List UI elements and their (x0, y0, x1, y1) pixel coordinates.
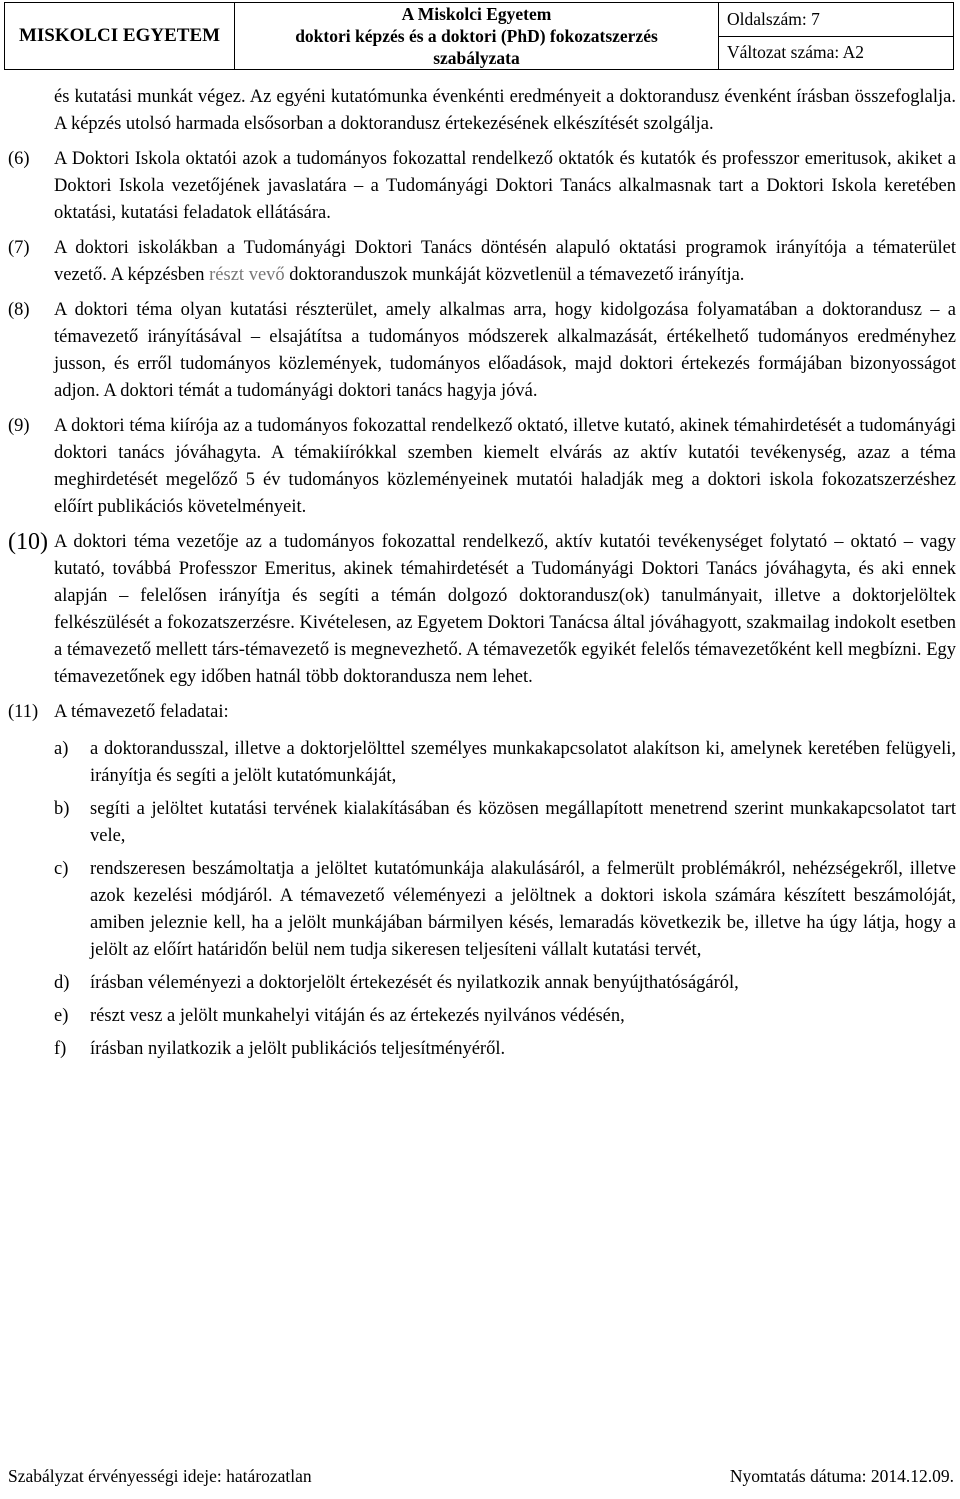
paragraph-number: (6) (8, 149, 30, 169)
document-title-line-1: A Miskolci Egyetem (401, 4, 552, 24)
paragraph-9 (8, 413, 956, 521)
list-item-label: c) (54, 859, 69, 879)
paragraph-text: A doktori téma kiírója az a tudományos fokozattal rendelkező oktató, illetve kutató, akinek témahirdetését a tudományági doktori tanács jóváhagyta. A témakiírókkal szemben kiemelt elvárás az aktív kutatói tevékenység, azaz a téma meghirdetését megelőző 5 év tudományos közleményeinek mutatói haladják meg a doktori iskola fokozatszerzéshez előírt publikációs követelményeit. (54, 416, 956, 517)
paragraph-7 (8, 235, 956, 289)
document-meta (719, 3, 953, 69)
list-item (54, 1003, 956, 1030)
supervisor-duties-list (8, 736, 956, 1063)
list-item-text: segíti a jelöltet kutatási tervének kialakításában és közösen megállapított menetrend szerint munkakapcsolatot tart vele, (90, 799, 956, 846)
document-title (235, 3, 719, 69)
document-body (8, 84, 956, 1069)
paragraph-text-part: A doktori iskolákban a Tudományági Doktori Tanács döntésén alapuló oktatási programok irányítója a tématerület vezető. A képzésben (54, 238, 956, 285)
paragraph-10 (8, 529, 956, 691)
validity-period: Szabályzat érvényességi ideje: határozatlan (8, 1466, 312, 1486)
page-number: Oldalszám: 7 (719, 3, 953, 37)
paragraph-text (54, 235, 956, 289)
paragraph-number: (10) (8, 529, 48, 555)
paragraph-8 (8, 297, 956, 405)
list-item-label: f) (54, 1039, 67, 1059)
list-item (54, 796, 956, 850)
paragraph-number: (11) (8, 702, 39, 722)
list-item-text: részt vesz a jelölt munkahelyi vitáján és az értekezés nyilvános védésén, (90, 1006, 625, 1026)
paragraph-number: (7) (8, 238, 30, 258)
paragraph-text: A témavezető feladatai: (54, 702, 229, 722)
intro-paragraph: és kutatási munkát végez. Az egyéni kutatómunka évenkénti eredményeit a doktorandusz évenként írásban összefoglalja. A képzés utolsó harmada elsősorban a doktorandusz értekezésének elkészítését szolgálja. (54, 87, 956, 134)
paragraph-text: A Doktori Iskola oktatói azok a tudományos fokozattal rendelkező oktatók és kutatók és professzor emeritusok, akiket a Doktori Iskola vezetőjének javaslatára – a Tudományági Doktori Tanács alkalmasnak tart a Doktori Iskola keretében oktatási, kutatási feladatok ellátására. (54, 149, 956, 223)
list-item-text: írásban nyilatkozik a jelölt publikációs teljesítményéről. (90, 1039, 506, 1059)
document-title-line-2: doktori képzés és a doktori (PhD) fokozatszerzés (295, 26, 658, 46)
list-item-label: a) (54, 739, 69, 759)
list-item-text: rendszeresen beszámoltatja a jelöltet kutatómunkája alakulásáról, a felmerült problémákról, nehézségekről, illetve azok kezelési módjáról. A témavezető véleményezi a jelöltnek a doktori iskola számára készített beszámolóját, amiben jeleznie kell, ha a jelölt munkájában bármilyen késés, lemaradás következik be, illetve ha úgy látja, hogy a jelölt az előírt határidőn belül nem tudja sikeresen teljesíteni vállalt kutatási tervét, (90, 859, 956, 960)
list-item-label: d) (54, 973, 70, 993)
highlighted-text: részt vevő (209, 265, 285, 285)
institution-name: MISKOLCI EGYETEM (5, 3, 235, 69)
document-header (4, 2, 954, 70)
list-item (54, 736, 956, 790)
paragraph-11 (8, 699, 956, 726)
paragraph-text: A doktori téma vezetője az a tudományos fokozattal rendelkező, aktív kutatói tevékenységet folytató – oktató – vagy kutató, továbbá Professzor Emeritus, akinek témahirdetését a Tudományági Doktori Tanács jóváhagyta, és aki ennek alapján – felelősen irányítja és segíti a témán dolgozó doktorandusz(ok) tanulmányait, illetve a doktorjelöltek felkészülését a fokozatszerzésre. Kivételesen, az Egyetem Doktori Tanácsa által jóváhagyott, szakmailag indokolt esetben a témavezető mellett társ-témavezető is megnevezhető. A témavezetők egyikét felelős témavezetőként kell megbízni. Egy témavezetőnek egy időben hatnál több doktorandusza nem lehet. (54, 532, 956, 687)
paragraph-text-part: doktoranduszok munkáját közvetlenül a témavezető irányítja. (284, 265, 745, 285)
list-item (54, 856, 956, 964)
list-item-text: a doktorandusszal, illetve a doktorjelölttel személyes munkakapcsolatot alakítson ki, amelynek keretében felügyeli, irányítja és segíti a jelölt kutatómunkáját, (90, 739, 956, 786)
document-footer (8, 1466, 954, 1487)
version-number: Változat száma: A2 (727, 42, 865, 63)
list-item-label: e) (54, 1006, 69, 1026)
paragraph-6 (8, 146, 956, 227)
paragraph-number: (8) (8, 300, 30, 320)
list-item (54, 1036, 956, 1063)
list-item-text: írásban véleményezi a doktorjelölt értekezését és nyilatkozik annak benyújthatóságáról, (90, 973, 739, 993)
print-date: Nyomtatás dátuma: 2014.12.09. (729, 1466, 954, 1486)
paragraph-text: A doktori téma olyan kutatási részterület, amely alkalmas arra, hogy kidolgozása folyamatában a doktorandusz – a témavezető irányításával – elsajátítsa a tudományos módszerek alkalmazását, értékelhető tudományos eredményhez jusson, és erről tudományos közlemények, tudományos előadások, majd doktori értekezés formájában bizonyosságot adjon. A doktori témát a tudományági doktori tanács hagyja jóvá. (54, 300, 956, 401)
paragraph-number: (9) (8, 416, 30, 436)
list-item-label: b) (54, 799, 70, 819)
list-item (54, 970, 956, 997)
document-title-line-3: szabályzata (433, 48, 520, 68)
